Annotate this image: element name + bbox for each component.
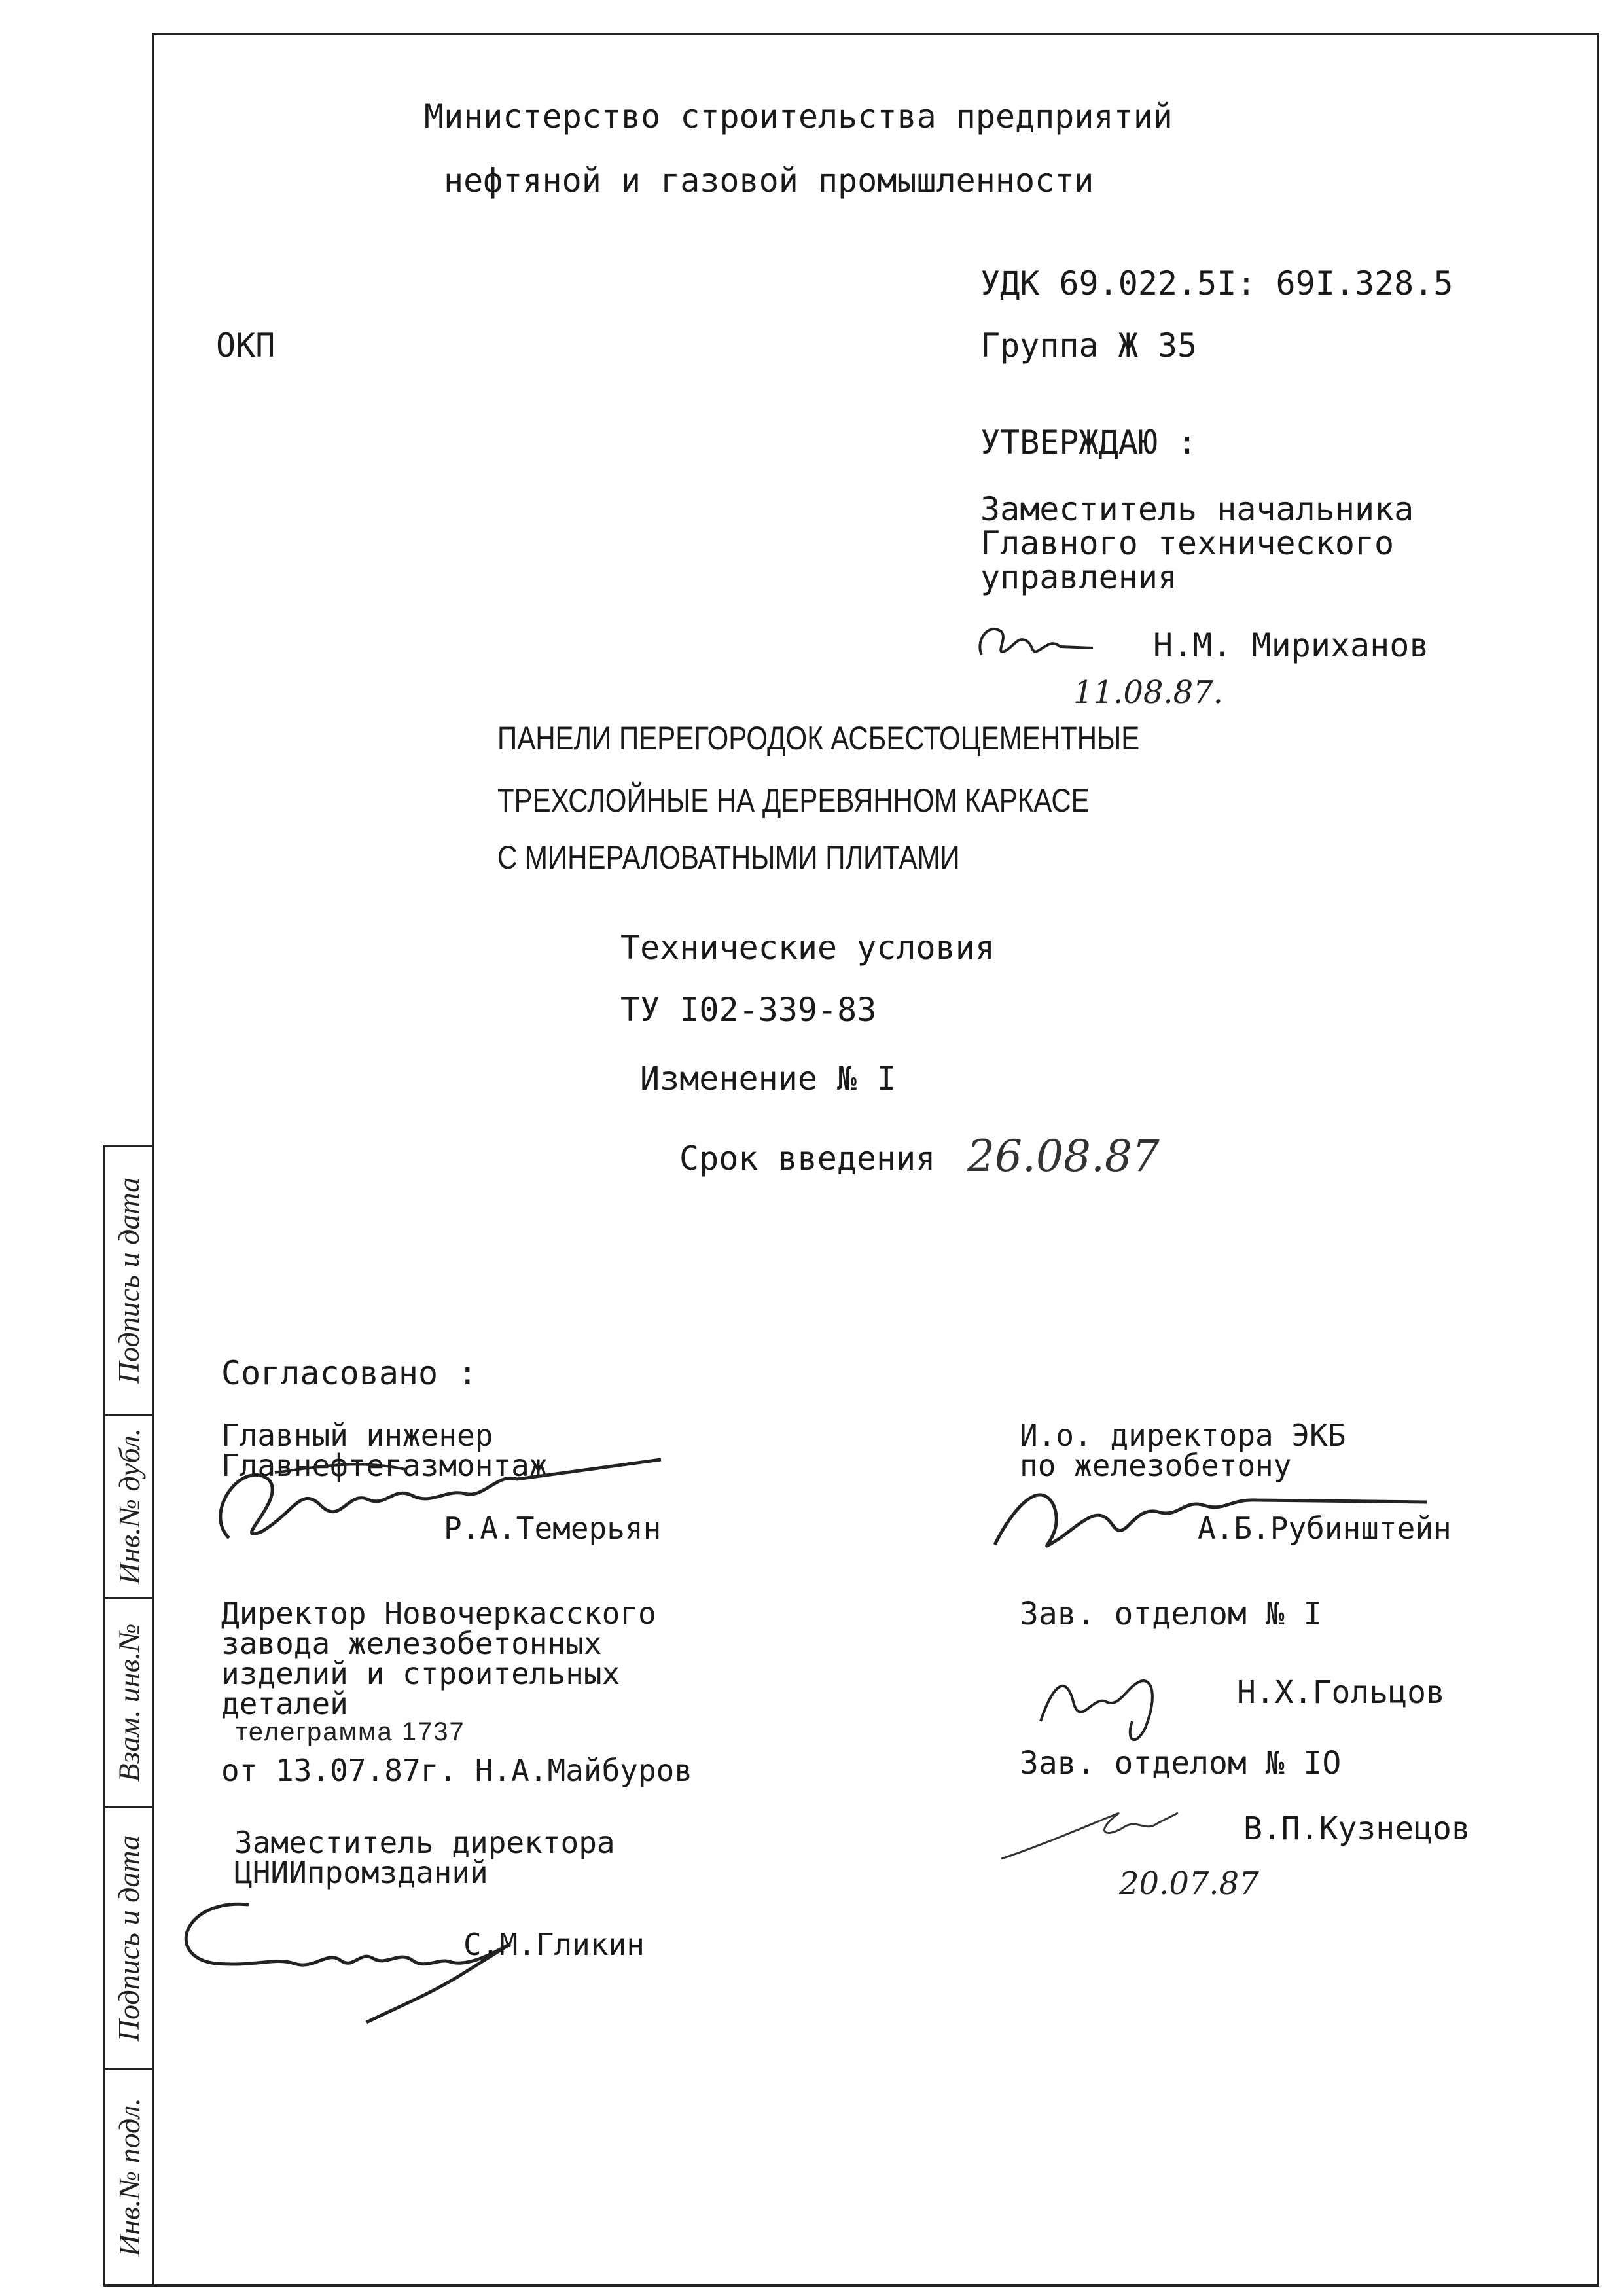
page-frame-right <box>1597 33 1599 2287</box>
ministry-line-1: Министерство строительства предприятий <box>424 98 1173 135</box>
agreed-left-1-line2: Главнефтегазмонтаж <box>221 1448 548 1483</box>
telegram-note: телеграмма 1737 <box>236 1717 465 1746</box>
agreed-left-3-line1: Заместитель директора <box>234 1825 615 1860</box>
agreed-left-2-name: от 13.07.87г. Н.А.Майбуров <box>221 1753 693 1788</box>
approval-position-1: Заместитель начальника <box>980 490 1414 528</box>
okp-label: ОКП <box>216 327 276 365</box>
approval-name: Н.М. Мириханов <box>1153 626 1429 664</box>
agreed-right-1-line2: по железобетону <box>1020 1448 1292 1483</box>
agreed-right-3-line1: Зав. отделом № IO <box>1020 1745 1342 1782</box>
agreed-right-3-name: В.П.Кузнецов <box>1243 1810 1471 1847</box>
agreed-heading: Согласовано : <box>221 1354 478 1392</box>
title-line-3: С МИНЕРАЛОВАТНЫМИ ПЛИТАМИ <box>497 839 960 876</box>
agreed-left-2-line4: деталей <box>221 1686 348 1721</box>
stamp-replacement-inventory: Взам. инв.№ <box>112 1623 146 1782</box>
agreed-right-2-name: Н.Х.Гольцов <box>1237 1674 1445 1711</box>
spec-change: Изменение № I <box>640 1060 897 1098</box>
stamp-duplicate-inventory: Инв.№ дубл. <box>112 1427 146 1585</box>
stamp-signature-date-2: Подпись и дата <box>112 1835 146 2042</box>
signature-kuznetsov <box>988 1787 1185 1878</box>
agreed-left-2-line3: изделий и строительных <box>221 1656 620 1691</box>
spec-code: ТУ I02-339-83 <box>620 991 877 1029</box>
ministry-line-2: нефтяной и газовой промышленности <box>444 162 1094 200</box>
agreed-left-2-line1: Директор Новочеркасского <box>221 1596 656 1631</box>
group-code: Группа Ж 35 <box>980 327 1198 365</box>
agreed-left-1-name: Р.А.Темерьян <box>444 1511 662 1546</box>
approval-position-2: Главного технического <box>980 524 1395 562</box>
agreed-right-3-date: 20.07.87 <box>1119 1865 1259 1902</box>
effective-label: Срок введения <box>679 1139 936 1177</box>
stamp-original-inventory: Инв.№ подл. <box>112 2098 146 2257</box>
title-line-2: ТРЕХСЛОЙНЫЕ НА ДЕРЕВЯННОМ КАРКАСЕ <box>497 782 1090 819</box>
effective-date: 26.08.87 <box>967 1131 1160 1181</box>
approval-date: 11.08.87. <box>1073 674 1224 711</box>
approval-position-3: управления <box>980 558 1178 596</box>
udk-code: УДК 69.022.5I: 69I.328.5 <box>980 264 1454 302</box>
stamp-signature-date: Подпись и дата <box>112 1177 146 1384</box>
page-frame-bottom <box>103 2284 1599 2287</box>
agreed-left-3-line2: ЦНИИпромзданий <box>234 1855 488 1890</box>
approval-signature <box>969 615 1099 668</box>
page-frame-top <box>152 33 1599 35</box>
spec-kind: Технические условия <box>620 929 995 967</box>
approval-heading: УТВЕРЖДАЮ : <box>980 423 1198 461</box>
agreed-left-1-line1: Главный инженер <box>221 1418 493 1453</box>
agreed-right-1-name: А.Б.Рубинштейн <box>1198 1511 1452 1546</box>
agreed-left-3-name: С.М.Гликин <box>463 1927 645 1962</box>
agreed-right-2-line1: Зав. отделом № I <box>1020 1596 1323 1632</box>
agreed-right-1-line1: И.о. директора ЭКБ <box>1020 1418 1346 1453</box>
agreed-left-2-line2: завода железобетонных <box>221 1626 602 1661</box>
title-line-1: ПАНЕЛИ ПЕРЕГОРОДОК АСБЕСТОЦЕМЕНТНЫЕ <box>497 720 1140 757</box>
